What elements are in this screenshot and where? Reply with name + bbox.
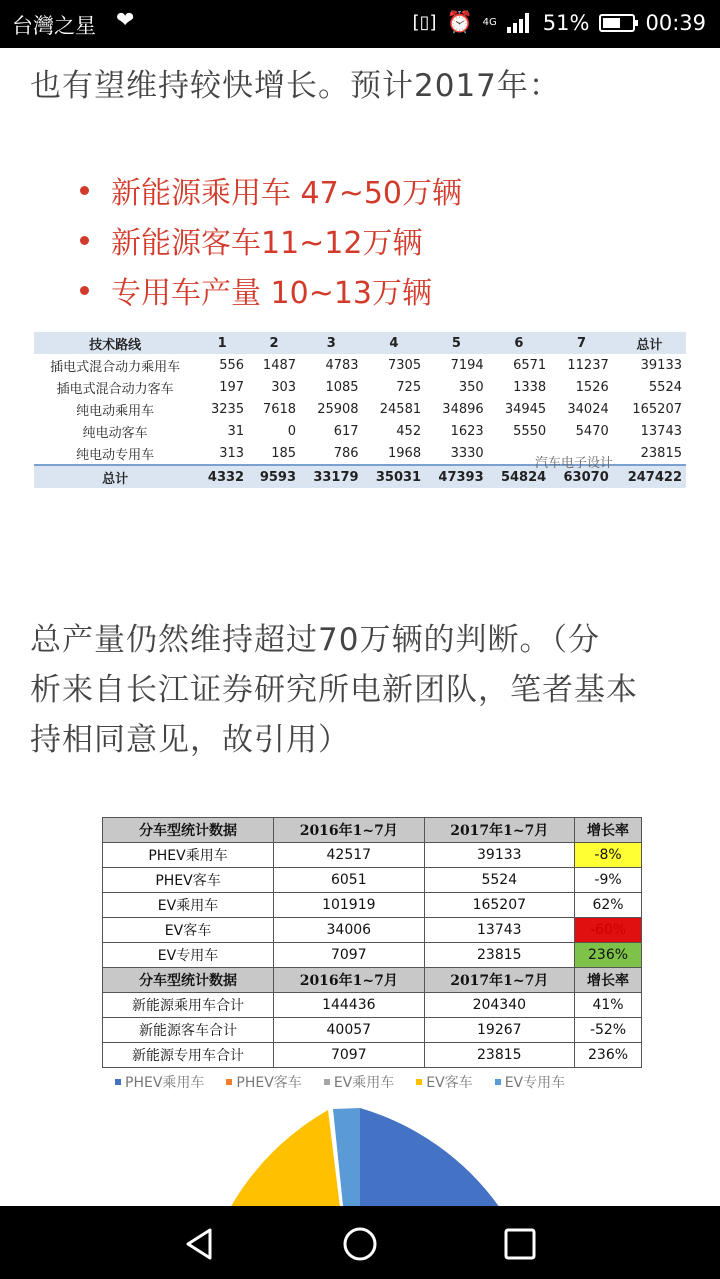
table-row: 新能源乘用车合计 144436 204340 41% [103,993,642,1018]
network-type: 4G [482,17,497,28]
recents-icon[interactable] [500,1224,540,1264]
paragraph-line: 析来自长江证券研究所电新团队，笔者基本 [30,672,638,708]
battery-icon [599,14,635,32]
bullet-dot [80,236,89,245]
home-icon[interactable] [340,1224,380,1264]
table-row: 插电式混合动力客车 197 303 1085 725 350 1338 1526 5524 [56,379,682,397]
paragraph-line: 总产量仍然维持超过70万辆的判断。（分 [30,622,600,658]
paragraph-line: 持相同意见，故引用） [30,722,350,758]
pie-slice-phev-passenger [360,1108,500,1206]
bullet-item: 新能源乘用车 47~50万辆 [80,168,462,212]
legend-item: EV客车 [416,1072,472,1092]
status-bar [0,0,720,48]
table-row: 新能源专用车合计 7097 23815 236% [103,1043,642,1068]
legend-item: PHEV客车 [226,1072,301,1092]
table-row: EV客车 34006 13743 -60% [103,918,642,943]
legend-item: EV乘用车 [324,1072,394,1092]
navigation-bar [0,1206,720,1279]
pie-chart-partial [200,1108,520,1206]
bullet-item: 专用车产量 10~13万辆 [80,268,432,312]
alarm-icon: ⏰ [446,10,473,34]
table-row: PHEV客车 6051 5524 -9% [103,868,642,893]
table-row: EV乘用车 101919 165207 62% [103,893,642,918]
production-table-image: 技术路线 1 2 3 4 5 6 7 总计 插电式混合动力乘用车 556 1487 4783 7305 7194 6571 11237 39133 插电式混合动力客车 197 303 1085 725 350 1338 1526 5524 纯电动乘用车 3235 7618 25908 24581 34896 34945 34024 165207 纯电动客车 31 0 617 452 1623 5550 5470 13743 纯电动专用车 313 185 786 1968 3330 23815 总计 4332 9593 33179 35031 47393 54824 63070 247422 [34,332,686,488]
table-row: 纯电动专用车 313 185 786 1968 3330 23815 [76,445,682,463]
stats-table-image: 分车型统计数据 2016年1~7月 2017年1~7月 增长率 PHEV乘用车 42517 39133 -8% PHEV客车 6051 5524 -9% EV乘用车 101919 165207 62% EV客车 34006 13743 -60% EV专用车 7097 23815 236% 分车型统计数据 2016年1~7月 2017年1~7月 增长率 新能源乘用车合计 144436 204340 41% 新能源客车合计 40057 19267 -52% 新能源专用车合计 7097 23815 236% [102,817,642,1068]
watermark: 汽车电子设计 [535,456,614,471]
back-icon[interactable] [180,1224,220,1264]
bullet-dot [80,186,89,195]
intro-line: 也有望维持较快增长。预计2017年： [30,68,561,104]
signal-icon [507,13,533,33]
table-row: 纯电动乘用车 3235 7618 25908 24581 34896 34945 34024 165207 [76,401,682,419]
table-row: 插电式混合动力乘用车 556 1487 4783 7305 7194 6571 11237 39133 [50,357,682,375]
table-row: 新能源客车合计 40057 19267 -52% [103,1018,642,1043]
table-total-row: 总计 4332 9593 33179 35031 47393 54824 63070 247422 [34,465,686,488]
clock: 00:39 [645,10,706,35]
table-row: 纯电动客车 31 0 617 452 1623 5550 5470 13743 [82,423,682,441]
article-content[interactable] [0,48,720,1206]
legend-item: EV专用车 [495,1072,565,1092]
carrier-name: 台灣之星 [12,14,96,38]
vibrate-icon: [▯] [412,12,437,33]
bullet-dot [80,286,89,295]
bullet-item: 新能源客车11~12万辆 [80,218,422,262]
heart-icon: ❤ [116,8,135,33]
table-row: PHEV乘用车 42517 39133 -8% [103,843,642,868]
legend-item: PHEV乘用车 [115,1072,204,1092]
status-icons [413,10,706,35]
battery-percent: 51% [542,10,590,35]
pie-legend [115,1072,565,1092]
table-row: EV专用车 7097 23815 236% [103,943,642,968]
